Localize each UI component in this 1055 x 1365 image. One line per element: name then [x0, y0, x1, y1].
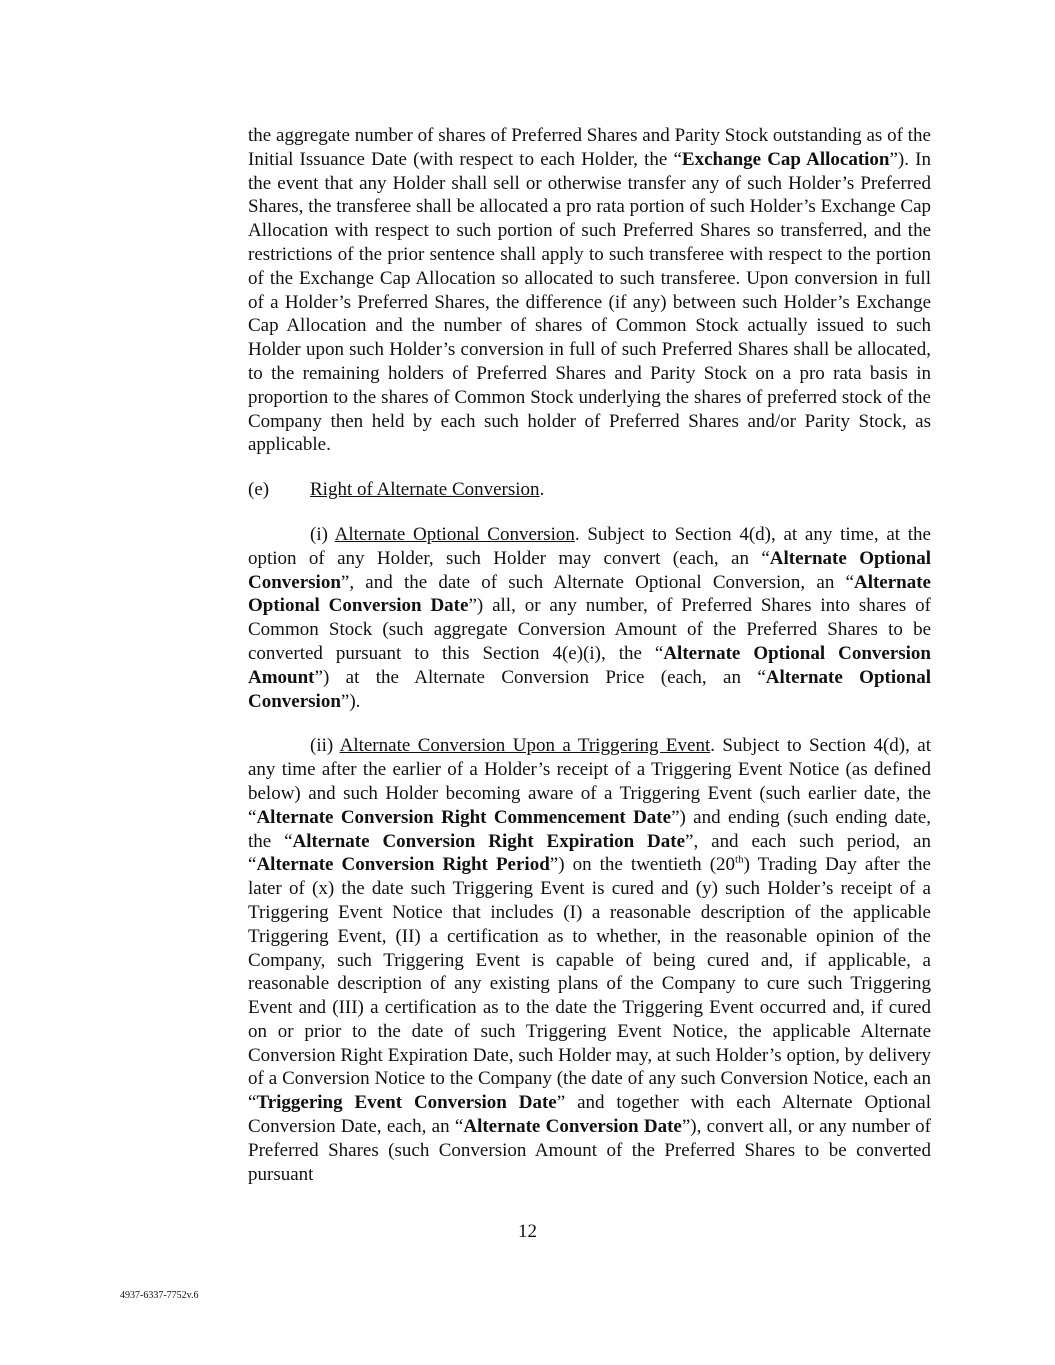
- paragraph-triggering-event-conversion: [248, 734, 931, 1186]
- section-title: Right of Alternate Conversion: [310, 479, 540, 501]
- section-number: (e): [248, 479, 270, 501]
- subsection-label: (i): [310, 523, 335, 545]
- defined-term: Triggering Event Conversion Date: [256, 1092, 557, 1114]
- defined-term: Alternate Optional Conversion: [248, 666, 931, 712]
- document-id: 4937-6337-7752v.6: [120, 1290, 199, 1301]
- paragraph-exchange-cap: [248, 124, 931, 457]
- text-segment: ”, and the date of such Alternate Optional Conversion, an “: [340, 571, 854, 593]
- text-segment: ” and together with each Alternate Optional Conversion Date, each, an “: [248, 1092, 932, 1138]
- text-segment: ”) at the Alternate Conversion Price (each, an “: [314, 666, 766, 688]
- paragraph-alternate-optional-conversion: [248, 523, 931, 713]
- subsection-title: Alternate Optional Conversion: [334, 523, 575, 545]
- text-segment: . Subject to Section 4(d), at any time, at the option of any Holder, such Holder may convert (each, an “: [248, 523, 931, 569]
- defined-term: Alternate Conversion Right Commencement Date: [256, 806, 672, 828]
- text-segment: ”, and each such period, an “: [248, 830, 931, 876]
- text-segment: ”), convert all, or any number of Preferred Shares (such Conversion Amount of the Preferred Shares to be converted pursuant: [248, 1116, 931, 1185]
- defined-term: Alternate Optional Conversion Date: [248, 571, 931, 617]
- defined-term: Alternate Conversion Date: [463, 1116, 682, 1138]
- defined-term: Alternate Optional Conversion Amount: [248, 642, 931, 688]
- subsection-label: (ii): [310, 735, 340, 757]
- subsection-title: Alternate Conversion Upon a Triggering Event: [339, 735, 711, 757]
- text-segment: ) Trading Day after the later of (x) the date such Triggering Event is cured and (y) such Holder’s receipt of a Triggering Event Notice that includes (I) a reasonable description of the applicable Triggering Event, (II) a certification as to whether, in the reasonable opinion of the Company, such Triggering Event is capable of being cured and, if applicable, a reasonable description of any existing plans of the Company to cure such Triggering Event and (III) a certification as to the date the Triggering Event occurred and, if cured on or prior to the date of such Triggering Event Notice, the applicable Alternate Conversion Right Expiration Date, such Holder may, at such Holder’s option, by delivery of a Conversion Notice to the Company (the date of any such Conversion Notice, each an “: [248, 854, 931, 1114]
- text-segment: ”) on the twentieth (20: [549, 854, 736, 876]
- document-body: [248, 124, 931, 1186]
- defined-term: Alternate Optional Conversion: [248, 547, 931, 593]
- text-segment: .: [539, 479, 545, 501]
- text-segment: . Subject to Section 4(d), at any time after the earlier of a Holder’s receipt of a Triggering Event Notice (as defined below) and such Holder becoming aware of a Triggering Event (such earlier date, the “: [248, 735, 931, 828]
- section-heading-e: [248, 478, 931, 502]
- text-segment: ”).: [340, 690, 361, 712]
- text-segment: ”) and ending (such ending date, the “: [248, 806, 932, 852]
- defined-term: Exchange Cap Allocation: [681, 148, 890, 170]
- defined-term: Alternate Conversion Right Expiration Date: [292, 830, 686, 852]
- page-number: 12: [518, 1221, 537, 1242]
- defined-term: Alternate Conversion Right Period: [256, 854, 550, 876]
- text-segment: ”). In the event that any Holder shall sell or otherwise transfer any of such Holder’s Preferred Shares, the transferee shall be allocated a pro rata portion of such Holder’s Exchange Cap Allocation with respect to such portion of such Preferred Shares so transferred, and the restrictions of the prior sentence shall apply to such transferee with respect to the portion of the Exchange Cap Allocation so allocated to such transferee. Upon conversion in full of a Holder’s Preferred Shares, the difference (if any) between such Holder’s Exchange Cap Allocation and the number of shares of Common Stock actually issued to such Holder upon such Holder’s conversion in full of such Preferred Shares shall be allocated, to the remaining holders of Preferred Shares and Parity Stock on a pro rata basis in proportion to the shares of Common Stock underlying the shares of preferred stock of the Company then held by each such holder of Preferred Shares and/or Parity Stock, as applicable.: [248, 148, 931, 456]
- text-segment: ”) all, or any number, of Preferred Shares into shares of Common Stock (such aggregate Conversion Amount of the Preferred Shares to be converted pursuant to this Section 4(e)(i), the “: [248, 595, 931, 664]
- ordinal-superscript: th: [735, 853, 744, 866]
- text-segment: the aggregate number of shares of Preferred Shares and Parity Stock outstanding as of the Initial Issuance Date (with respect to each Holder, the “: [248, 125, 931, 170]
